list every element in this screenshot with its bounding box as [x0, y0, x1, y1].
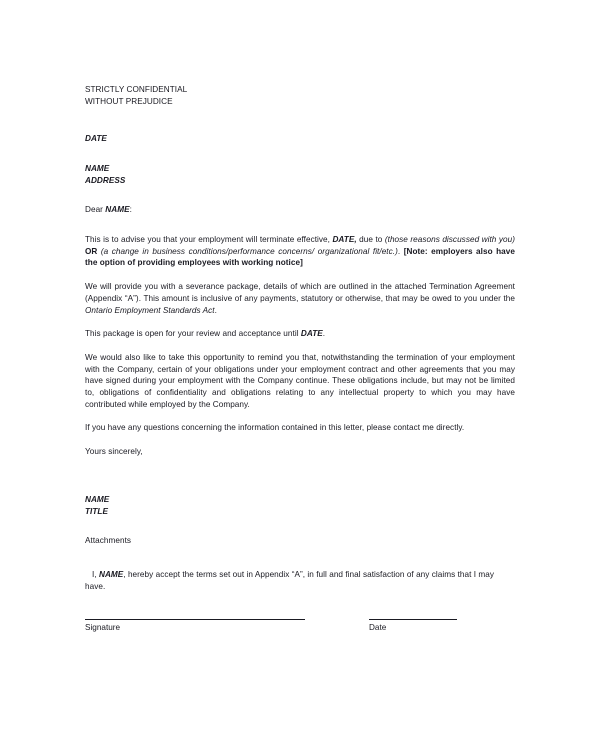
recipient-address: [85, 175, 515, 187]
p3-date-placeholder: DATE: [300, 329, 323, 339]
p1-date-placeholder: DATE,: [332, 235, 357, 244]
spacer: [85, 592, 515, 619]
paragraph-3: [85, 328, 515, 340]
spacer: [85, 269, 515, 281]
date-label: Date: [369, 623, 387, 633]
spacer: [85, 458, 515, 494]
p2-statute-italic: Ontario Employment Standards Act: [85, 305, 215, 315]
p1-reason-italic-2: (a change in business conditions/performance concerns/ organizational fit/etc.): [100, 246, 398, 256]
signer-title: [85, 506, 515, 518]
signer-name-text: NAME: [85, 494, 110, 504]
recipient-name-text: NAME: [85, 163, 110, 173]
salutation-greeting: Dear: [85, 205, 106, 215]
date-placeholder-text: DATE: [85, 134, 107, 144]
p1-conjunction: OR: [85, 246, 101, 256]
salutation: [85, 204, 515, 216]
letter-body: [85, 84, 515, 641]
date-placeholder: [85, 133, 515, 145]
ack-part1: I,: [92, 569, 99, 579]
ack-part2: , hereby accept the terms set out in Appendix “A”, in full and final satisfaction of any claims that I may have.: [85, 569, 495, 591]
closing: Yours sincerely,: [85, 447, 143, 457]
p2-part2: .: [214, 305, 217, 315]
spacer: [85, 216, 515, 234]
confidentiality-line-2: WITHOUT PREJUDICE: [85, 96, 173, 106]
recipient-name: [85, 163, 515, 175]
salutation-name: NAME: [105, 205, 130, 215]
spacer: [85, 434, 515, 446]
paragraph-2: [85, 281, 515, 316]
spacer: [85, 410, 515, 422]
spacer: [85, 107, 515, 133]
p1-part1: This is to advise you that your employment will terminate effective,: [85, 235, 333, 244]
salutation-punctuation: :: [129, 205, 132, 215]
paragraph-1: [85, 234, 515, 269]
recipient-address-text: ADDRESS: [85, 175, 126, 185]
paragraph-5: If you have any questions concerning the information contained in this letter, please contact me directly.: [85, 423, 465, 433]
confidentiality-header: [85, 84, 515, 107]
p1-part2: due to: [356, 235, 385, 244]
date-rule: [369, 619, 457, 620]
spacer: [85, 186, 515, 204]
signature-label: Signature: [85, 623, 121, 633]
spacer: [85, 517, 515, 535]
signer-title-text: TITLE: [85, 506, 108, 516]
spacer: [85, 547, 515, 569]
acknowledgement-paragraph: [85, 569, 497, 592]
p3-part1: This package is open for your review and acceptance until: [85, 329, 301, 339]
p2-part1: We will provide you with a severance package, details of which are outlined in the attached Termination Agreement (Appendix “A”). This amount is inclusive of any payments, statutory or otherwise, that may be owed to you under the: [85, 282, 515, 303]
spacer: [85, 145, 515, 163]
confidentiality-line-1: STRICTLY CONFIDENTIAL: [85, 85, 188, 94]
p1-note-bold: [Note: employers also have the option of providing employees with working notice]: [85, 246, 515, 268]
signature-rule: [85, 619, 305, 620]
signer-name: [85, 494, 515, 506]
paragraph-4: We would also like to take this opportunity to remind you that, notwithstanding the termination of your employment with the Company, certain of your obligations under your employment contract and other agreements that you may have signed during your employment with the Company continue. These obligations include, but may not be limited to, obligations of confidentiality and obligations relating to any intellectual property to which you may have contributed while employed by the Company.: [85, 352, 515, 409]
p1-reason-italic-1: (those reasons discussed with you): [384, 235, 516, 244]
spacer: [85, 340, 515, 352]
p3-part2: .: [322, 329, 326, 339]
attachments-label: Attachments: [85, 536, 132, 546]
spacer: [85, 316, 515, 328]
signature-lines-row: [85, 619, 515, 641]
p1-part3: .: [397, 246, 404, 256]
ack-name-placeholder: NAME: [98, 569, 124, 579]
